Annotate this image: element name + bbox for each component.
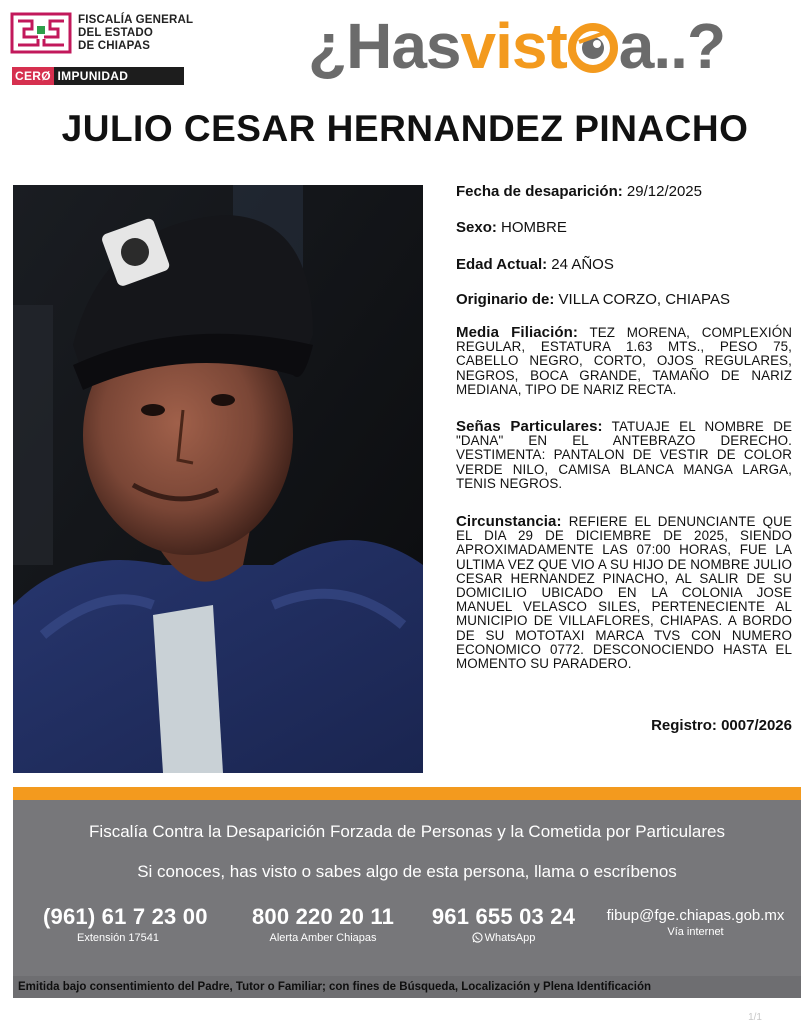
logo-line-3: DE CHIAPAS [78,40,151,52]
badge-impunidad: IMPUNIDAD [57,69,129,83]
contact-whatsapp [421,904,586,944]
senas-paragraph [456,420,792,491]
contact-whatsapp-value[interactable]: 961 655 03 24 [431,904,576,929]
senas-label: Señas Particulares: [456,418,603,435]
contact-phone-fiscalia [43,904,208,944]
consent-note-text: Emitida bajo consentimiento del Padre, Tutor o Familiar; con fines de Búsqueda, Localización y Plena Identificación [18,981,652,993]
filiacion-label: Media Filiación: [456,324,579,341]
campaign-text-part1: ¿Has [308,10,461,82]
sexo-row [456,219,567,237]
badge-cero: CERØ [12,67,54,85]
sexo-label: Sexo: [456,219,497,236]
contact-amber [238,904,408,944]
fge-logo [10,12,200,87]
contact-whatsapp-sub-row [421,932,586,944]
contact-amber-value[interactable]: 800 220 20 11 [251,904,395,929]
campaign-logo [308,4,725,88]
person-photo [13,185,423,773]
filiacion-value: TEZ MORENA, COMPLEXIÓN REGULAR, ESTATURA 1.63 MTS., PESO 75, CABELLO NEGRO, CORTO, OJOS REGULARES, NEGROS, BOCA GRANDE, TAMAÑO DE NARIZ MEDIANA, TIPO DE NARIZ RECTA. [456,325,792,397]
origen-label: Originario de: [456,291,555,308]
logo-line-2: DEL ESTADO [78,27,154,39]
origen-row [456,291,730,309]
origen-value: VILLA CORZO, CHIAPAS [558,291,730,308]
sexo-value: HOMBRE [501,219,567,236]
circunstancia-value: REFIERE EL DENUNCIANTE QUE EL DIA 29 DE DICIEMBRE DE 2025, SIENDO APROXIMADAMENTE LAS 07:00 HORAS, FUE LA ULTIMA VEZ QUE VIO A SU HIJO DE NOMBRE JULIO CESAR HERNANDEZ PINACHO, AL SALIR DE SU DOMICILIO UBICADO EN LA COLONIA JOSE MANUEL VELASCO SILES, PERTENECIENTE AL MUNICIPIO DE VILLAFLORES, CHIAPAS. A BORDO DE SU MOTOTAXI MARCA TVS CON NUMERO ECONOMICO 0772. DESCONOCIENDO HASTA EL MOMENTO SU PARADERO. [456,514,792,672]
contact-email-value[interactable]: fibup@fge.chiapas.gob.mx [606,907,785,924]
cero-impunidad-badge [12,67,184,85]
filiacion-paragraph [456,326,792,397]
whatsapp-icon [472,932,483,943]
circunstancia-paragraph [456,515,792,671]
consent-note [13,976,801,998]
logo-line-1: FISCALÍA GENERAL [78,14,194,26]
eye-icon [567,22,619,74]
footer-call-to-action: Si conoces, has visto o sabes algo de esta persona, llama o escríbenos [137,862,677,881]
fecha-row [456,183,702,201]
contact-phone-value[interactable]: (961) 61 7 23 00 [43,904,208,929]
circunstancia-label: Circunstancia: [456,513,562,530]
campaign-text-part2: vist [460,10,567,82]
footer-panel [13,800,801,998]
contact-whatsapp-sub: WhatsApp [484,932,536,944]
logo-text [78,14,193,53]
footer-agency: Fiscalía Contra la Desaparición Forzada de Personas y la Cometida por Particulares [89,822,725,841]
contact-email-sub: Vía internet [667,926,724,938]
registro-number: Registro: 0007/2026 [651,717,792,734]
orange-divider [13,787,801,800]
contact-email [603,904,788,938]
fecha-value: 29/12/2025 [626,183,702,200]
person-name: JULIO CESAR HERNANDEZ PINACHO [61,108,749,149]
contact-phone-sub: Extensión 17541 [77,932,159,944]
campaign-text-part3: a..? [618,10,726,82]
page-number: 1/1 [748,1012,762,1023]
edad-label: Edad Actual: [456,256,548,273]
fecha-label: Fecha de desaparición: [456,183,623,200]
fge-chiapas-logo-mark [10,12,72,54]
contact-amber-sub: Alerta Amber Chiapas [269,932,377,944]
edad-row [456,256,614,274]
senas-value: TATUAJE EL NOMBRE DE "DANA" EN EL ANTEBRAZO DERECHO. VESTIMENTA: PANTALON DE VESTIR DE COLOR VERDE NILO, CAMISA BLANCA MANGA LARGA, TENIS NEGROS. [456,419,792,491]
edad-value: 24 AÑOS [551,256,614,273]
